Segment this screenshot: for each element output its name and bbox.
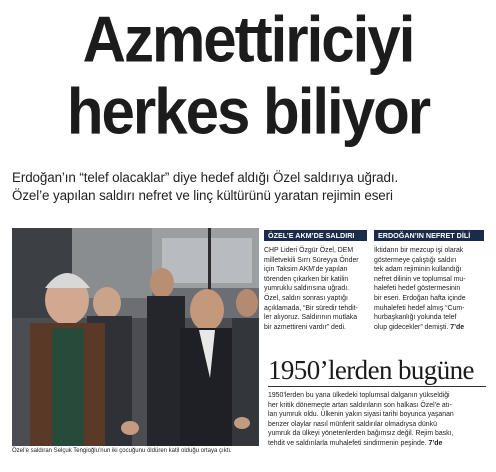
text-line	[374, 323, 484, 333]
column-attack-title: ÖZEL’E AKM’DE SALDIRI	[264, 230, 367, 241]
headline-line-1: Azmettiriciyi	[82, 3, 414, 76]
text-line: yumruk da ülkeyi yönetenlerden bağımsız değil. Rejim baskı,	[268, 430, 454, 438]
subheadline-line-2: Özel’e yapılan saldırı nefret ve linç kültürünü yaratan rejimin eseri	[12, 188, 393, 203]
text-line: Özel, saldırı sonrası yaptığı	[264, 294, 348, 302]
column-hate-speech	[374, 230, 484, 332]
text-line-end: olup gidecekler” demişti.	[374, 323, 449, 331]
section-body	[268, 391, 488, 449]
text-line: göstermeye çalıştığı saldırı	[374, 256, 457, 264]
text-line: yumruklu saldırısına uğradı.	[264, 285, 350, 293]
text-line: her kritik dönemeçte artan saldırıların son halkası Özel’e atı-	[268, 401, 452, 409]
section-title: 1950’lerden bugüne	[268, 355, 474, 385]
column-hate-speech-title: ERDOĞAN’IN NEFRET DİLİ	[374, 230, 484, 241]
text-line: lan yumruk oldu. Ülkenin yakın siyasi tarihi boyunca yaşanan	[268, 411, 454, 419]
text-line: bir azmettireni vardır” dedi.	[264, 323, 346, 331]
column-attack	[264, 230, 367, 332]
text-line: 1950’lerden bu yana ülkedeki toplumsal dalganın yükseldiği	[268, 392, 450, 399]
text-line: nefret dilinin ve toplumsal mu-	[374, 275, 466, 283]
text-line: tek adam rejiminin kullandığı	[374, 266, 462, 274]
text-line	[268, 439, 488, 449]
text-line: benzer olaylar nasıl münferit saldırılar olmadıysa dünkü	[268, 420, 437, 428]
headline-line-2: herkes biliyor	[66, 75, 430, 148]
text-line: CHP Lideri Özgür Özel, DEM	[264, 247, 354, 254]
text-line: milletvekili Sırrı Süreyya Önder	[264, 256, 359, 264]
text-line: açıklamada, “Bir süredir tehdit-	[264, 304, 358, 312]
text-line: muhalefeti hedef almış “Cum-	[374, 304, 465, 312]
section-divider	[268, 386, 486, 387]
text-line: için Taksim AKM’de yapılan	[264, 266, 348, 274]
photo-caption: Özel’e saldıran Selçuk Tengioğlu’nun iki çocuğunu öldüren katil olduğu ortaya çıktı.	[12, 448, 232, 454]
news-photo	[12, 228, 259, 446]
column-attack-body	[264, 246, 367, 332]
text-line: bir eseri. Erdoğan hafta içinde	[374, 294, 466, 302]
text-line: ler alıyoruz. Saldırının mutlaka	[264, 314, 358, 322]
text-line: İktidarın bir mezcup işi olarak	[374, 247, 464, 254]
subheadline-line-1: Erdoğan’ın “telef olacaklar” diye hedef aldığı Özel saldırıya uğradı.	[12, 170, 399, 185]
text-line: törenden çıkarken bir katilin	[264, 275, 349, 283]
text-line: hurbaşkanlığı yolunda telef	[374, 314, 457, 322]
text-line-end: tehdit ve saldırılarla muhalefeti sindirmenin peşinde.	[268, 439, 427, 447]
page-reference: 7’de	[450, 323, 465, 331]
column-hate-speech-body	[374, 246, 484, 332]
text-line: halefeti hedef göstermesinin	[374, 285, 461, 293]
page-reference: 7’de	[428, 439, 443, 447]
